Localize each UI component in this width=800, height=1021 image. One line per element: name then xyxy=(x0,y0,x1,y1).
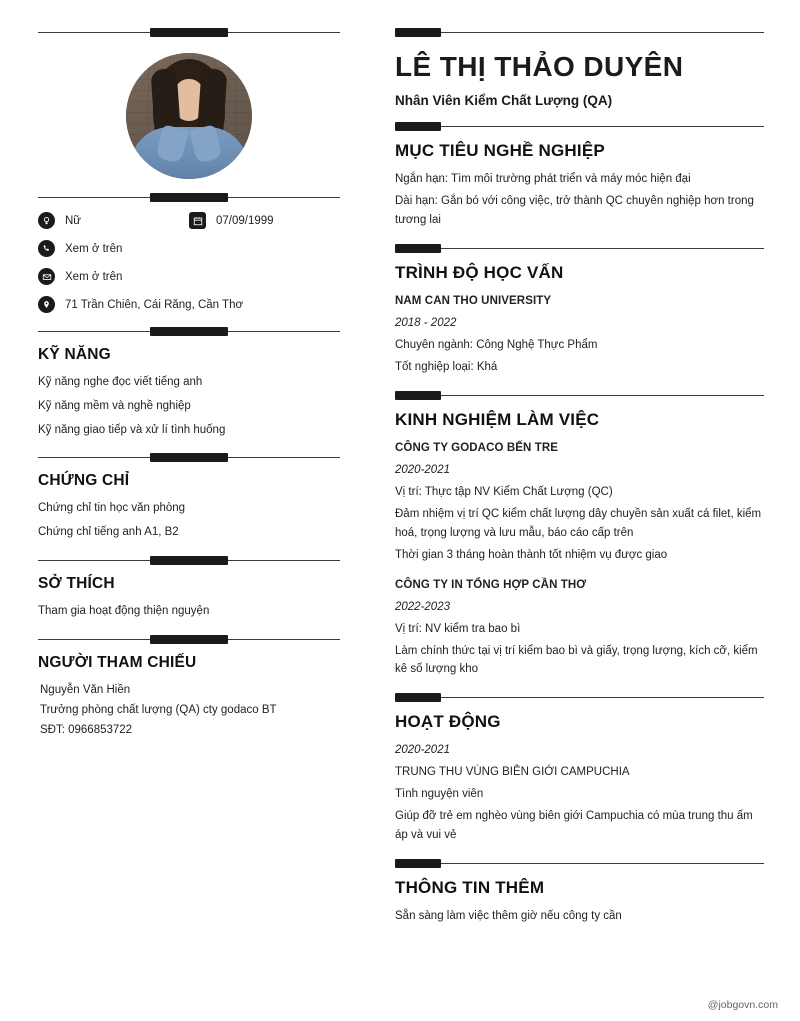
right-column xyxy=(360,0,800,1021)
skill-item: Kỹ năng nghe đọc viết tiếng anh xyxy=(38,376,203,388)
gender-value: Nữ xyxy=(65,214,82,227)
divider-top-left xyxy=(38,28,340,37)
section-heading-activities: HOẠT ĐỘNG xyxy=(395,712,501,732)
page-title: LÊ THỊ THẢO DUYÊN xyxy=(395,51,684,82)
contact-list xyxy=(38,212,340,313)
birthday-value: 07/09/1999 xyxy=(216,214,274,227)
education-major: Chuyên ngành: Công Nghệ Thực Phẩm xyxy=(395,338,598,351)
profile-photo xyxy=(126,53,252,179)
experience-line: Đảm nhiệm vị trí QC kiểm chất lượng dây chuyền sản xuất cá filet, kiểm hoá, trọng lượng và lưu mẫu, báo cáo cấp trên xyxy=(395,507,762,539)
divider-more-info xyxy=(395,859,764,868)
skill-item: Kỹ năng giao tiếp và xử lí tình huống xyxy=(38,423,226,436)
contact-row-phone xyxy=(38,240,340,257)
avatar xyxy=(38,53,340,179)
more-info-line: Sẵn sàng làm việc thêm giờ nếu công ty cần xyxy=(395,910,622,923)
experience-line: Thời gian 3 tháng hoàn thành tốt nhiệm vụ được giao xyxy=(395,548,668,561)
experience-line: Làm chính thức tại vị trí kiểm bao bì và giấy, trọng lượng, kích cỡ, kiểm kê số lượng kho xyxy=(395,644,758,676)
contact-row-gender-birthday xyxy=(38,212,340,229)
experience-item xyxy=(395,439,764,565)
reference-role: Trưởng phòng chất lượng (QA) cty godaco BT xyxy=(40,703,277,716)
activity-description: Giúp đỡ trẻ em nghèo vùng biên giới Campuchia có mùa trung thu ấm áp và vui vẻ xyxy=(395,810,753,842)
experience-period: 2022-2023 xyxy=(395,600,450,613)
section-heading-skills: KỸ NĂNG xyxy=(38,346,111,363)
activity-org: TRUNG THU VÙNG BIÊN GIỚI CAMPUCHIA xyxy=(395,766,630,779)
experience-company: CÔNG TY GODACO BẾN TRE xyxy=(395,441,558,454)
left-column xyxy=(0,0,360,1021)
divider-interests xyxy=(38,556,340,565)
divider-skills xyxy=(38,327,340,336)
reference-phone: SĐT: 0966853722 xyxy=(40,723,133,736)
activity-role: Tình nguyện viên xyxy=(395,788,484,801)
section-heading-objective: MỤC TIÊU NGHỀ NGHIỆP xyxy=(395,141,605,160)
interest-item: Tham gia hoạt động thiện nguyện xyxy=(38,605,210,618)
reference-name: Nguyễn Văn Hiền xyxy=(40,683,131,696)
experience-line: Vị trí: NV kiểm tra bao bì xyxy=(395,622,521,635)
section-heading-education: TRÌNH ĐỘ HỌC VẤN xyxy=(395,262,564,282)
divider-education xyxy=(395,244,764,253)
experience-company: CÔNG TY IN TỔNG HỢP CẦN THƠ xyxy=(395,578,587,591)
section-heading-references: NGƯỜI THAM CHIẾU xyxy=(38,653,197,671)
objective-line: Dài hạn: Gắn bó với công việc, trở thành QC chuyên nghiệp hơn trong tương lai xyxy=(395,194,754,226)
certificate-item: Chứng chỉ tiếng anh A1, B2 xyxy=(38,526,179,539)
phone-icon xyxy=(38,240,55,257)
contact-row-email xyxy=(38,268,340,285)
gender-icon xyxy=(38,212,55,229)
education-grade: Tốt nghiệp loại: Khá xyxy=(395,360,498,373)
experience-period: 2020-2021 xyxy=(395,463,450,476)
divider-objective xyxy=(395,122,764,131)
divider-activities xyxy=(395,693,764,702)
divider-references xyxy=(38,635,340,644)
section-heading-certificates: CHỨNG CHỈ xyxy=(38,472,130,490)
divider-experience xyxy=(395,391,764,400)
divider-certificates xyxy=(38,453,340,462)
divider-header xyxy=(395,28,764,37)
location-icon xyxy=(38,296,55,313)
email-icon xyxy=(38,268,55,285)
section-heading-more-info: THÔNG TIN THÊM xyxy=(395,878,545,898)
objective-line: Ngắn hạn: Tìm môi trường phát triển và máy móc hiện đại xyxy=(395,173,691,185)
education-school: NAM CAN THO UNIVERSITY xyxy=(395,294,552,307)
phone-value: Xem ở trên xyxy=(65,242,123,255)
activity-period: 2020-2021 xyxy=(395,744,450,757)
email-value: Xem ở trên xyxy=(65,270,123,283)
experience-line: Vị trí: Thực tập NV Kiểm Chất Lượng (QC) xyxy=(395,485,613,498)
divider-contacts xyxy=(38,193,340,202)
experience-item xyxy=(395,576,764,680)
contact-row-address xyxy=(38,296,340,313)
section-heading-experience: KINH NGHIỆM LÀM VIỆC xyxy=(395,409,600,429)
address-value: 71 Trần Chiên, Cái Răng, Cần Thơ xyxy=(65,298,244,311)
job-title: Nhân Viên Kiểm Chất Lượng (QA) xyxy=(395,93,613,108)
skill-item: Kỹ năng mềm và nghề nghiệp xyxy=(38,399,191,412)
section-heading-interests: SỞ THÍCH xyxy=(38,575,115,593)
watermark: @jobgovn.com xyxy=(707,999,778,1011)
education-period: 2018 - 2022 xyxy=(395,316,457,329)
certificate-item: Chứng chỉ tin học văn phòng xyxy=(38,502,186,515)
calendar-icon xyxy=(189,212,206,229)
reference-block xyxy=(38,682,340,739)
